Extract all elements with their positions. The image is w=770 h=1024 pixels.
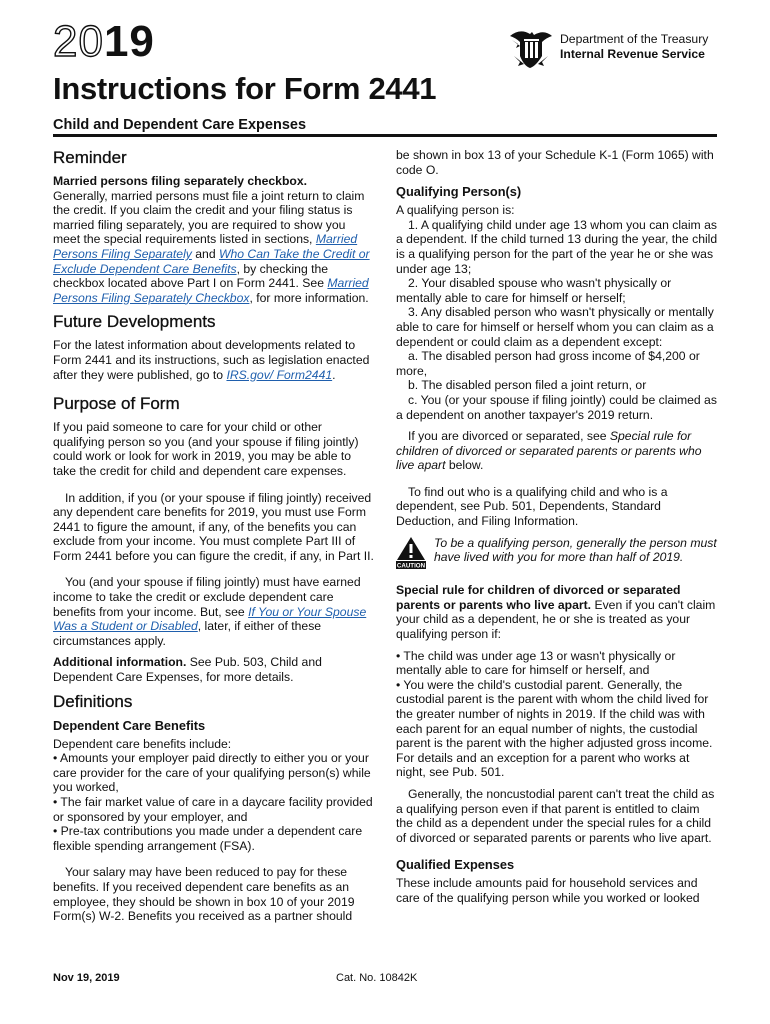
qp-item-1: 1. A qualifying child under age 13 whom you can claim as a dependent. If the child turned 13 during the year, the child is a qualifying person for the part of the year he or she was under age 13; — [396, 217, 718, 276]
purpose-paragraph-3 — [53, 575, 375, 648]
special-rule-paragraph — [396, 583, 718, 641]
page-subtitle: Child and Dependent Care Expenses — [53, 117, 307, 133]
purpose-text-3b: , later, if either of these circumstances apply. — [53, 619, 322, 648]
qp-item-a: a. The disabled person had gross income of $4,200 or more, — [396, 349, 700, 378]
qualified-expenses-paragraph: These include amounts paid for household services and care of the qualifying person while you worked or looked — [396, 876, 700, 905]
continued-paragraph: be shown in box 13 of your Schedule K-1 (Form 1065) with code O. — [396, 148, 714, 177]
dcb-intro: Dependent care benefits include: — [53, 736, 232, 751]
purpose-text-3a: You (and your spouse if filing jointly) must have earned income to take the credit or exclude dependent care benefits from your income. But, see — [53, 575, 361, 619]
special-rule-lead: Special rule for children of divorced or separated parents or parents who live apart. — [396, 583, 681, 612]
future-developments-heading: Future Developments — [53, 312, 216, 332]
purpose-heading: Purpose of Form — [53, 394, 180, 414]
future-text-end: . — [332, 367, 336, 382]
reminder-lead: Married persons filing separately checkbox. — [53, 174, 307, 188]
caution-icon — [396, 536, 426, 574]
qp-item-2: 2. Your disabled spouse who wasn't physically or mentally able to care for himself or herself; — [396, 276, 672, 305]
agency-block — [560, 32, 708, 62]
link-checkbox-section[interactable]: Married Persons Filing Separately Checkbox — [53, 276, 369, 305]
reminder-heading: Reminder — [53, 148, 127, 167]
future-developments-paragraph — [53, 338, 375, 382]
find-out-paragraph: To find out who is a qualifying child and who is a dependent, see Pub. 501, Dependents, Standard Deduction, and Filing Information. — [396, 484, 668, 529]
qp-item-c: c. You (or your spouse if filing jointly) could be claimed as a dependent on another taxpayer's 2019 return. — [396, 392, 717, 422]
dcb-bullet-2: • The fair market value of care in a daycare facility provided or sponsored by your employer, and — [53, 795, 373, 824]
definitions-heading: Definitions — [53, 691, 133, 711]
qualifying-persons-heading: Qualifying Person(s) — [396, 184, 522, 200]
footer-catalog-number: Cat. No. 10842K — [336, 972, 418, 984]
dcb-bullet-3: • Pre-tax contributions you made under a dependent care flexible spending arrangement (FSA). — [53, 824, 363, 853]
special-rule-bullet-2: • You were the child's custodial parent. Generally, the custodial parent is the parent with whom the child lived for the greater number of nights in 2019. If the child was with each parent for an equal number of nights, the custodial parent is the parent with the higher adjusted gross income. For details and an exception for a parent who works at night, see Pub. 501. — [396, 677, 713, 780]
additional-info-lead: Additional information. — [53, 655, 187, 670]
link-who-can-take-credit[interactable]: Who Can Take the Credit or Exclude Dependent Care Benefits — [53, 246, 370, 276]
noncustodial-paragraph: Generally, the noncustodial parent can't treat the child as a qualifying person even if that parent is entitled to claim the child as a dependent under the special rules for a child of divorced or separated parents or parents who live apart. — [396, 786, 715, 845]
divorced-text-a: If you are divorced or separated, see — [408, 429, 610, 444]
right-column — [396, 148, 718, 913]
qp-item-3: 3. Any disabled person who wasn't physically or mentally able to care for himself or herself whom you can claim as a dependent or could claim as a dependent except: — [396, 305, 714, 349]
special-rule-text: Even if you can't claim your child as a dependent, he or she is treated as your qualifying person if: — [396, 597, 716, 642]
divorced-paragraph — [396, 429, 718, 473]
footer-date: Nov 19, 2019 — [53, 972, 120, 984]
future-text: For the latest information about developments related to Form 2441 and its instructions, such as legislation enacted after they were published, go to — [53, 338, 370, 382]
page-title: Instructions for Form 2441 — [53, 71, 437, 106]
purpose-paragraph-1: If you paid someone to care for your child or other qualifying person so you (and your spouse if filing jointly) could work or look for work in 2019, you may be able to take the credit for child and dependent care expenses. — [53, 420, 359, 478]
reminder-text-2: , by checking the checkbox located above Part I on Form 2441. See — [53, 261, 329, 291]
caution-text: To be a qualifying person, generally the person must have lived with you for more than half of 2019. — [434, 535, 717, 565]
dcb-bullet-1: • Amounts your employer paid directly to either you or your care provider for the care of your qualifying person(s) while you worked, — [53, 751, 371, 795]
link-married-persons-filing-separately[interactable]: Married Persons Filing Separately — [53, 232, 358, 261]
reminder-text-3: , for more information. — [249, 290, 369, 305]
header-rule — [53, 134, 717, 137]
reminder-text-and: and — [191, 246, 219, 261]
link-student-or-disabled[interactable]: If You or Your Spouse Was a Student or Disabled — [53, 604, 367, 634]
purpose-paragraph-2: In addition, if you (or your spouse if filing jointly) received any dependent care benefits for 2019, you must use Form 2441 to figure the amount, if any, of the benefits you can exclude from your income. You must complete Part III of Form 2441 before you can figure the credit, if any, in Part II. — [53, 490, 374, 563]
agency-name: Internal Revenue Service — [560, 47, 705, 61]
additional-info-text: See Pub. 503, Child and Dependent Care Expenses, for more details. — [53, 655, 322, 685]
divorced-text-b: below. — [445, 458, 484, 473]
caution-label: CAUTION — [396, 561, 426, 569]
dependent-care-benefits-heading: Dependent Care Benefits — [53, 717, 206, 733]
salary-paragraph: Your salary may have been reduced to pay for these benefits. If you received dependent care benefits as an employee, they should be shown in box 10 of your 2019 Form(s) W-2. Benefits you received as a partner should — [53, 865, 355, 924]
divorced-text-italic: Special rule for children of divorced or separated parents or parents who live apart — [396, 429, 702, 473]
additional-info-paragraph — [53, 655, 375, 684]
year-century: 20 — [53, 17, 104, 66]
qualified-expenses-heading: Qualified Expenses — [396, 857, 515, 873]
irs-eagle-logo-icon — [506, 26, 556, 72]
reminder-text-1: Generally, married persons must file a joint return to claim the credit. If you claim the credit and your filing status is married filing separately, you are required to show you meet the special requirements listed in sections, — [53, 188, 365, 247]
link-irs-gov-form2441[interactable]: IRS.gov/ Form2441 — [226, 367, 333, 382]
form-year — [53, 18, 155, 66]
reminder-paragraph — [53, 189, 375, 306]
caution-box — [396, 536, 718, 574]
special-rule-bullet-1: • The child was under age 13 or wasn't physically or mentally able to care for himself or herself, and — [396, 648, 676, 678]
qp-item-b: b. The disabled person filed a joint return, or — [408, 378, 647, 393]
left-column — [53, 148, 375, 931]
year-suffix: 19 — [103, 17, 155, 66]
qp-intro: A qualifying person is: — [396, 203, 515, 218]
department-name: Department of the Treasury — [560, 32, 709, 46]
